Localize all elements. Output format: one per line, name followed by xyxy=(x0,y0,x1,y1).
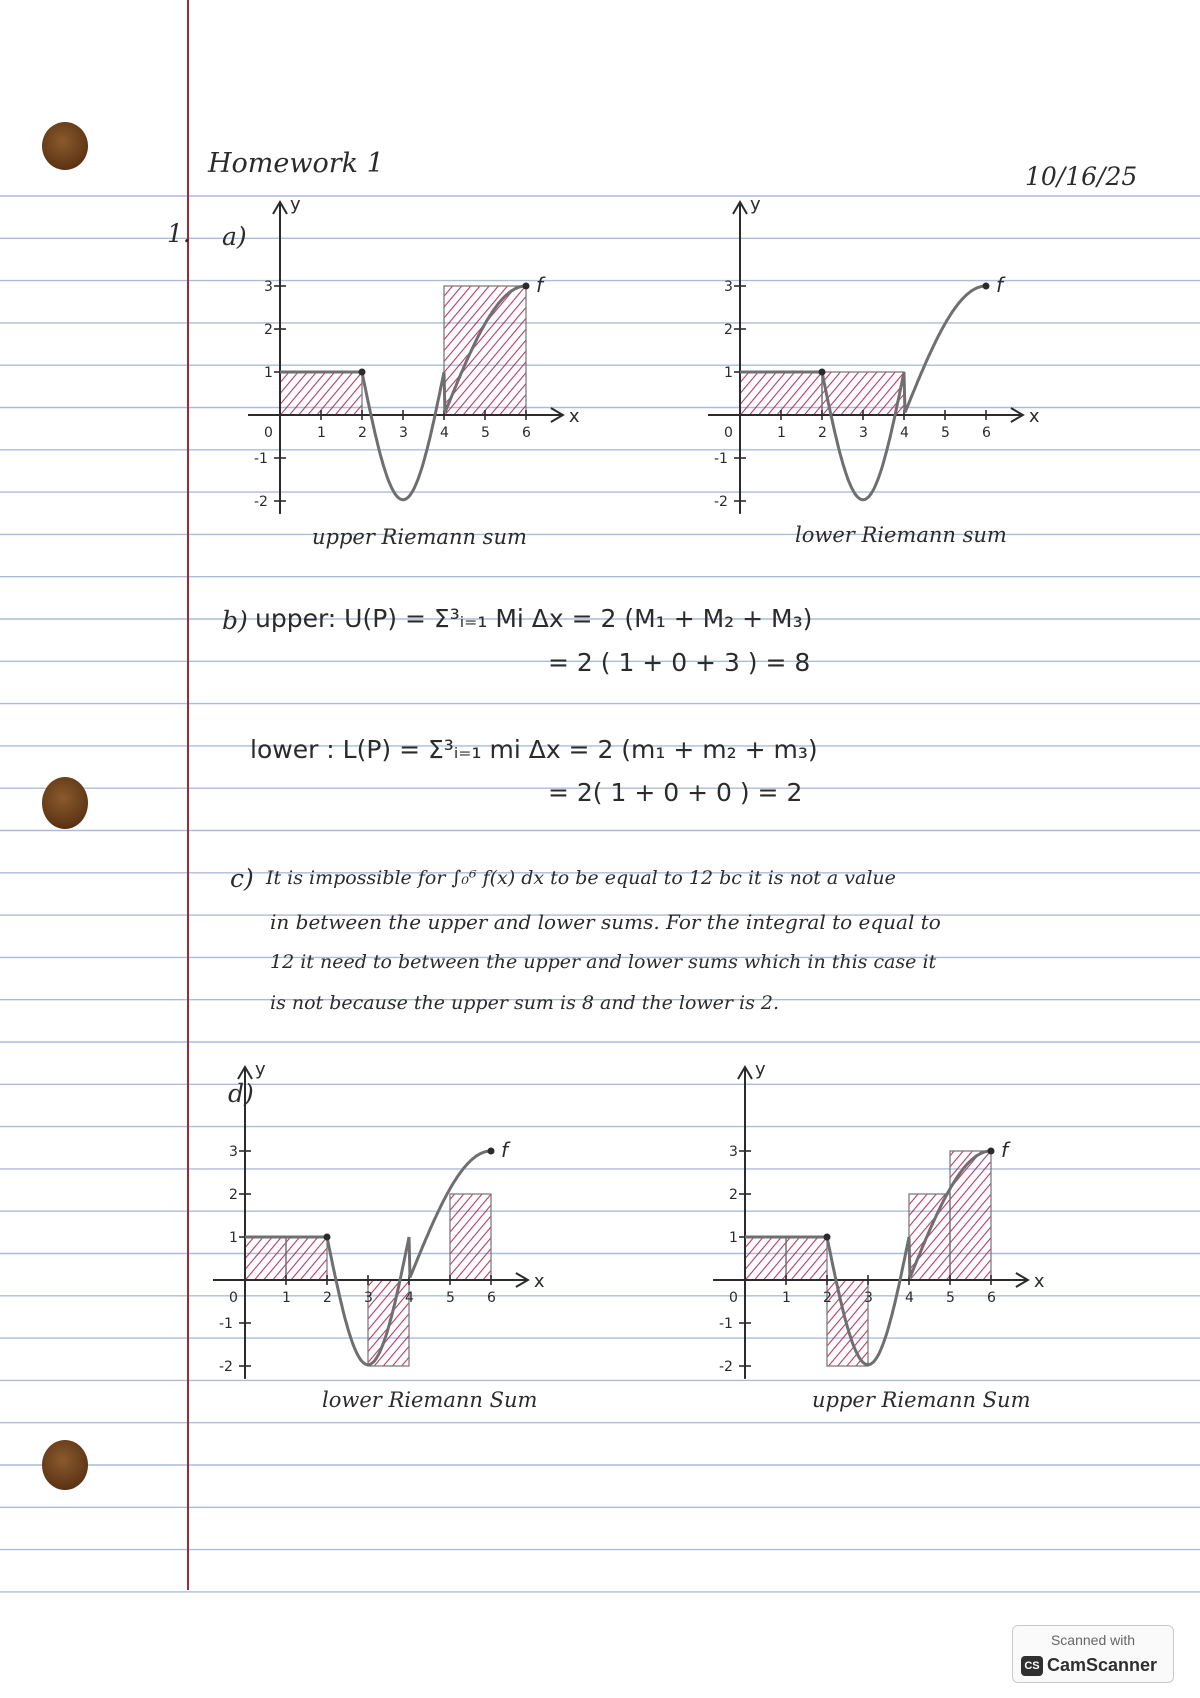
graph-a-upper xyxy=(240,190,620,520)
y-tick-label: -2 xyxy=(719,1359,733,1375)
part-c-line-3: 12 it need to between the upper and lower sums which in this case it xyxy=(270,951,937,973)
y-tick-label: 1 xyxy=(729,1230,738,1246)
x-tick-label: 0 xyxy=(729,1290,738,1306)
x-tick-label: 4 xyxy=(900,425,909,441)
binder-hole-bottom xyxy=(42,1440,88,1490)
x-axis-label: x xyxy=(533,1271,545,1292)
graph-d-lower xyxy=(205,1055,605,1385)
camscanner-badge xyxy=(1012,1625,1174,1683)
y-tick-label: -1 xyxy=(219,1316,233,1332)
y-tick-label: -2 xyxy=(714,494,728,510)
riemann-rectangle xyxy=(740,372,822,415)
x-tick-label: 0 xyxy=(229,1290,238,1306)
upper-sum-formula: upper: U(P) = Σ³ᵢ₌₁ Mi Δx = 2 (M₁ + M₂ + M₃) xyxy=(255,604,813,633)
curve-label: f xyxy=(536,273,544,297)
homework-title: Homework 1 xyxy=(208,148,384,179)
riemann-rectangle xyxy=(280,372,362,415)
y-tick-label: 2 xyxy=(264,322,273,338)
x-tick-label: 5 xyxy=(481,425,490,441)
y-axis-label: y xyxy=(750,194,761,215)
y-axis-label: y xyxy=(290,194,301,215)
part-b-label: b) xyxy=(222,606,248,635)
x-tick-label: 5 xyxy=(446,1290,455,1306)
y-axis-label: y xyxy=(255,1059,266,1080)
part-c-line-1: It is impossible for ∫₀⁶ f(x) dx to be equal to 12 bc it is not a value xyxy=(266,867,896,889)
riemann-rectangle xyxy=(450,1194,491,1280)
x-tick-label: 4 xyxy=(905,1290,914,1306)
curve-point xyxy=(819,369,826,376)
y-tick-label: 2 xyxy=(724,322,733,338)
y-axis-label: y xyxy=(755,1059,766,1080)
curve-point xyxy=(359,369,366,376)
curve-point xyxy=(988,1148,995,1155)
upper-sum-result: = 2 ( 1 + 0 + 3 ) = 8 xyxy=(548,648,811,677)
riemann-rectangle xyxy=(822,372,904,415)
binder-hole-top xyxy=(42,122,88,170)
y-tick-label: -2 xyxy=(219,1359,233,1375)
y-tick-label: 1 xyxy=(264,365,273,381)
y-tick-label: 3 xyxy=(229,1144,238,1160)
y-tick-label: 2 xyxy=(229,1187,238,1203)
x-tick-label: 0 xyxy=(724,425,733,441)
graph-d-upper xyxy=(705,1055,1105,1385)
binder-hole-middle xyxy=(42,777,88,829)
y-tick-label: 1 xyxy=(229,1230,238,1246)
riemann-rectangle xyxy=(444,286,526,415)
homework-date: 10/16/25 xyxy=(1025,162,1138,191)
x-axis-label: x xyxy=(568,406,580,427)
x-tick-label: 4 xyxy=(440,425,449,441)
part-c-line-2: in between the upper and lower sums. For the integral to equal to xyxy=(270,910,941,934)
curve-point xyxy=(824,1234,831,1241)
caption-d-upper: upper Riemann Sum xyxy=(812,1388,1031,1412)
caption-a-lower: lower Riemann sum xyxy=(795,523,1007,547)
problem-number: 1. xyxy=(167,219,191,248)
x-tick-label: 6 xyxy=(987,1290,996,1306)
badge-scanned-with: Scanned with xyxy=(1050,1632,1136,1648)
y-tick-label: -1 xyxy=(719,1316,733,1332)
riemann-rectangle xyxy=(950,1151,991,1280)
curve-point xyxy=(983,283,990,290)
x-tick-label: 5 xyxy=(946,1290,955,1306)
curve-point xyxy=(488,1148,495,1155)
lower-sum-result: = 2( 1 + 0 + 0 ) = 2 xyxy=(548,778,803,807)
y-tick-label: 1 xyxy=(724,365,733,381)
x-tick-label: 6 xyxy=(487,1290,496,1306)
part-c-line-4: is not because the upper sum is 8 and the lower is 2. xyxy=(270,992,780,1014)
curve-label: f xyxy=(1001,1138,1009,1162)
x-tick-label: 1 xyxy=(317,425,326,441)
x-tick-label: 2 xyxy=(823,1290,832,1306)
caption-a-upper: upper Riemann sum xyxy=(312,525,527,549)
graph-a-lower xyxy=(700,190,1150,520)
part-c-label: c) xyxy=(230,864,254,893)
x-tick-label: 3 xyxy=(364,1290,373,1306)
curve-point xyxy=(324,1234,331,1241)
y-tick-label: -2 xyxy=(254,494,268,510)
badge-camscanner-name: CamScanner xyxy=(1047,1655,1158,1675)
part-d-label: d) xyxy=(228,1079,254,1108)
riemann-rectangle xyxy=(786,1237,827,1280)
x-tick-label: 2 xyxy=(323,1290,332,1306)
y-tick-label: 3 xyxy=(729,1144,738,1160)
y-tick-label: 2 xyxy=(729,1187,738,1203)
camscanner-logo-icon: CS xyxy=(1021,1656,1043,1676)
x-axis-label: x xyxy=(1033,1271,1045,1292)
x-tick-label: 6 xyxy=(982,425,991,441)
y-tick-label: 3 xyxy=(724,279,733,295)
x-tick-label: 2 xyxy=(358,425,367,441)
x-tick-label: 5 xyxy=(941,425,950,441)
x-tick-label: 2 xyxy=(818,425,827,441)
x-tick-label: 1 xyxy=(282,1290,291,1306)
y-tick-label: 3 xyxy=(264,279,273,295)
x-tick-label: 6 xyxy=(522,425,531,441)
x-tick-label: 3 xyxy=(859,425,868,441)
x-tick-label: 3 xyxy=(864,1290,873,1306)
curve-label: f xyxy=(996,273,1004,297)
x-tick-label: 1 xyxy=(782,1290,791,1306)
curve-point xyxy=(523,283,530,290)
riemann-rectangle xyxy=(745,1237,786,1280)
riemann-rectangle xyxy=(286,1237,327,1280)
x-axis-label: x xyxy=(1028,406,1040,427)
y-tick-label: -1 xyxy=(714,451,728,467)
part-a-label: a) xyxy=(222,222,247,251)
caption-d-lower: lower Riemann Sum xyxy=(322,1388,538,1412)
y-tick-label: -1 xyxy=(254,451,268,467)
riemann-rectangle xyxy=(245,1237,286,1280)
x-tick-label: 3 xyxy=(399,425,408,441)
curve-label: f xyxy=(501,1138,509,1162)
x-tick-label: 0 xyxy=(264,425,273,441)
x-tick-label: 4 xyxy=(405,1290,414,1306)
lower-sum-formula: lower : L(P) = Σ³ᵢ₌₁ mi Δx = 2 (m₁ + m₂ + m₃) xyxy=(250,735,818,764)
x-tick-label: 1 xyxy=(777,425,786,441)
